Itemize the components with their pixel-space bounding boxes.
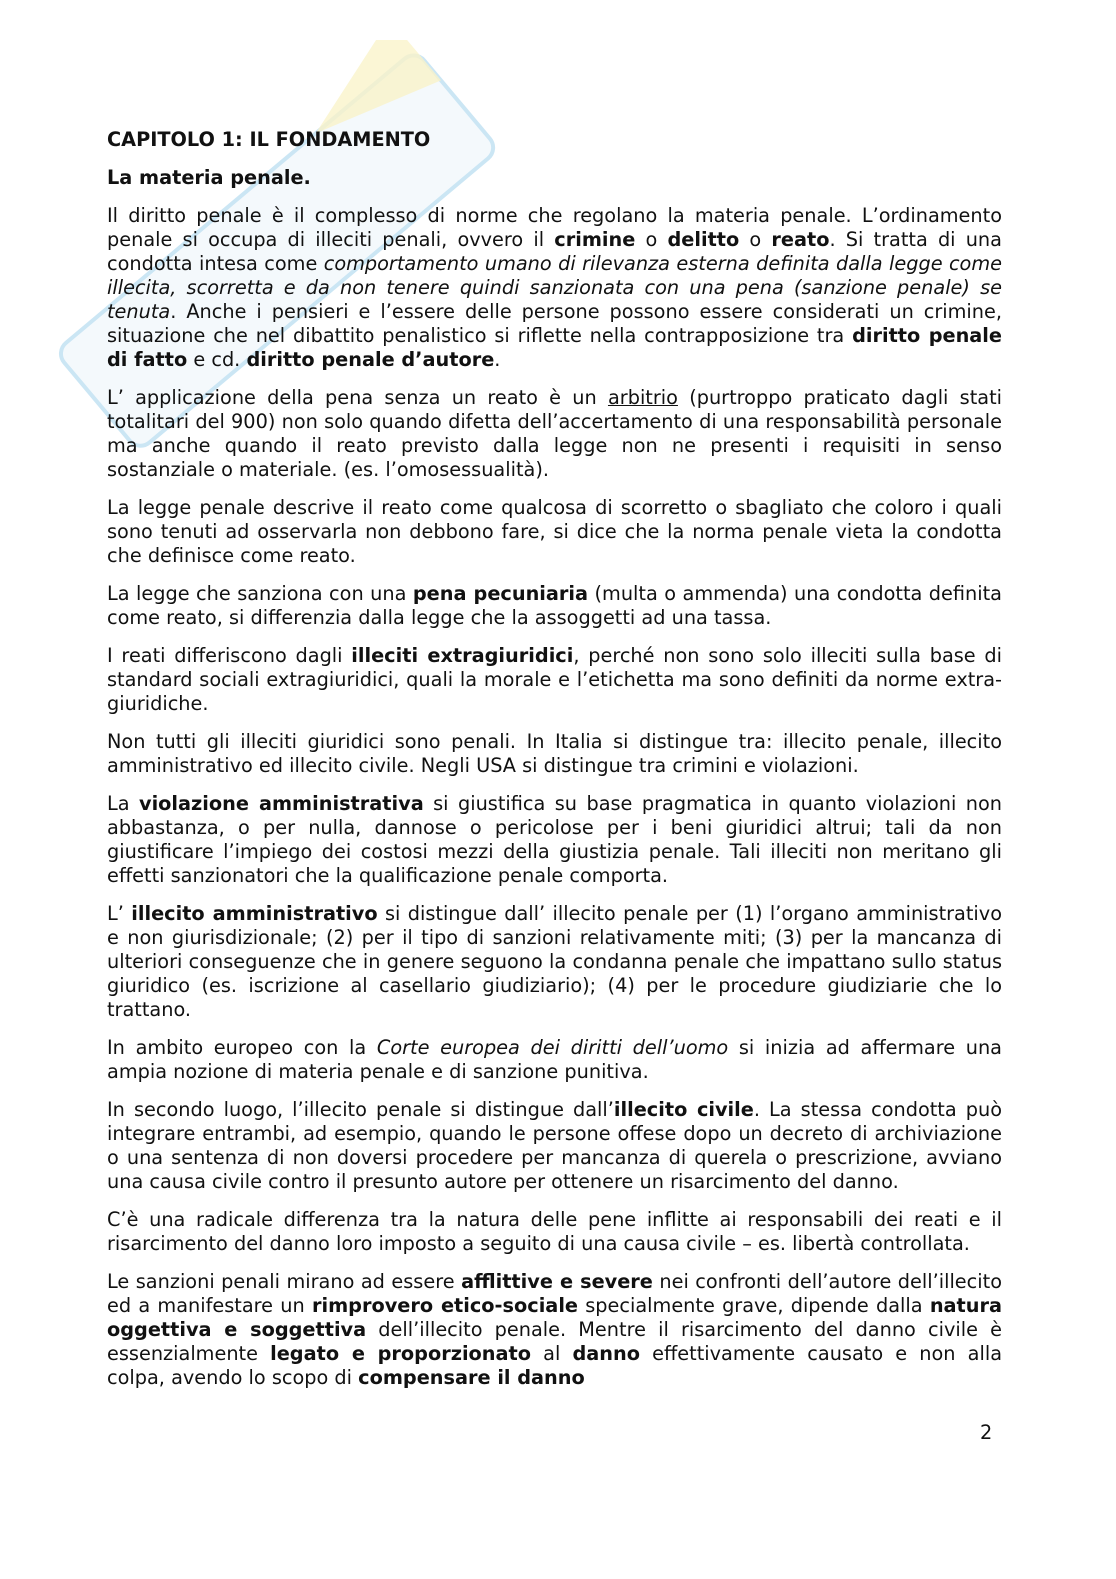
paragraph-5: I reati differiscono dagli illeciti extragiuridici, perché non sono solo illeciti sulla base di standard sociali extragiuridici, quali la morale e l’etichetta ma sono definiti da norme extra-giuridiche. (107, 644, 1003, 715)
paragraph-8: L’ illecito amministrativo si distingue dall’ illecito penale per (1) l’organo amministrativo e non giurisdizionale; (2) per il tipo di sanzioni relativamente miti; (3) per la mancanza di ulteriori conseguenze che in genere seguono la condanna penale che impattano sullo status giuridico (es. iscrizione al casellario giudiziario); (4) per le procedure giudiziarie che lo trattano. (107, 902, 1002, 1021)
page-number: 2 (980, 1421, 993, 1444)
paragraph-11: C’è una radicale differenza tra la natura delle pene inflitte ai responsabili dei reati e il risarcimento del danno loro imposto a seguito di una causa civile – es. libertà controllata. (107, 1208, 1002, 1255)
chapter-title: CAPITOLO 1: IL FONDAMENTO (107, 128, 431, 151)
paragraph-2: L’ applicazione della pena senza un reato è un arbitrio (purtroppo praticato dagli stati totalitari del 900) non solo quando difetta dell’accertamento di una responsabilità personale ma anche quando il reato previsto dalla legge non ne presenti i requisiti in senso sostanziale o materiale. (es. l’omosessualità). (107, 386, 1002, 481)
paragraph-10: In secondo luogo, l’illecito penale si distingue dall’illecito civile. La stessa condotta può integrare entrambi, ad esempio, quando le persone offese dopo un decreto di archiviazione o una sentenza di non doversi procedere per mancanza di querela o prescrizione, avviano una causa civile contro il presunto autore per ottenere un risarcimento del danno. (107, 1098, 1002, 1193)
paragraph-4: La legge che sanziona con una pena pecuniaria (multa o ammenda) una condotta definita come reato, si differenzia dalla legge che la assoggetti ad una tassa. (107, 582, 1002, 629)
paragraph-3: La legge penale descrive il reato come qualcosa di scorretto o sbagliato che coloro i quali sono tenuti ad osservarla non debbono fare, si dice che la norma penale vieta la condotta che definisce come reato. (107, 496, 1002, 567)
paragraph-9: In ambito europeo con la Corte europea dei diritti dell’uomo si inizia ad affermare una ampia nozione di materia penale e di sanzione punitiva. (107, 1036, 1002, 1083)
paragraph-12: Le sanzioni penali mirano ad essere afflittive e severe nei confronti dell’autore dell’illecito ed a manifestare un rimprovero etico-sociale specialmente grave, dipende dalla natura oggettiva e soggettiva dell’illecito penale. Mentre il risarcimento del danno civile è essenzialmente legato e proporzionato al danno effettivamente causato e non alla colpa, avendo lo scopo di compensare il danno (107, 1270, 1003, 1389)
section-title: La materia penale. (107, 166, 311, 189)
document-body (107, 128, 1002, 1404)
paragraph-1: Il diritto penale è il complesso di norme che regolano la materia penale. L’ordinamento penale si occupa di illeciti penali, ovvero il crimine o delitto o reato. Si tratta di una condotta intesa come comportamento umano di rilevanza esterna definita dalla legge come illecita, scorretta e da non tenere quindi sanzionata con una pena (sanzione penale) se tenuta. Anche i pensieri e l’essere delle persone possono essere considerati un crimine, situazione che nel dibattito penalistico si riflette nella contrapposizione tra diritto penale di fatto e cd. diritto penale d’autore. (107, 204, 1003, 371)
paragraph-7: La violazione amministrativa si giustifica su base pragmatica in quanto violazioni non abbastanza, o per nulla, dannose o pericolose per i beni giuridici altrui; tali da non giustificare l’impiego dei costosi mezzi della giustizia penale. Tali illeciti non meritano gli effetti sanzionatori che la qualificazione penale comporta. (107, 792, 1002, 887)
paragraph-6: Non tutti gli illeciti giuridici sono penali. In Italia si distingue tra: illecito penale, illecito amministrativo ed illecito civile. Negli USA si distingue tra crimini e violazioni. (107, 730, 1002, 777)
